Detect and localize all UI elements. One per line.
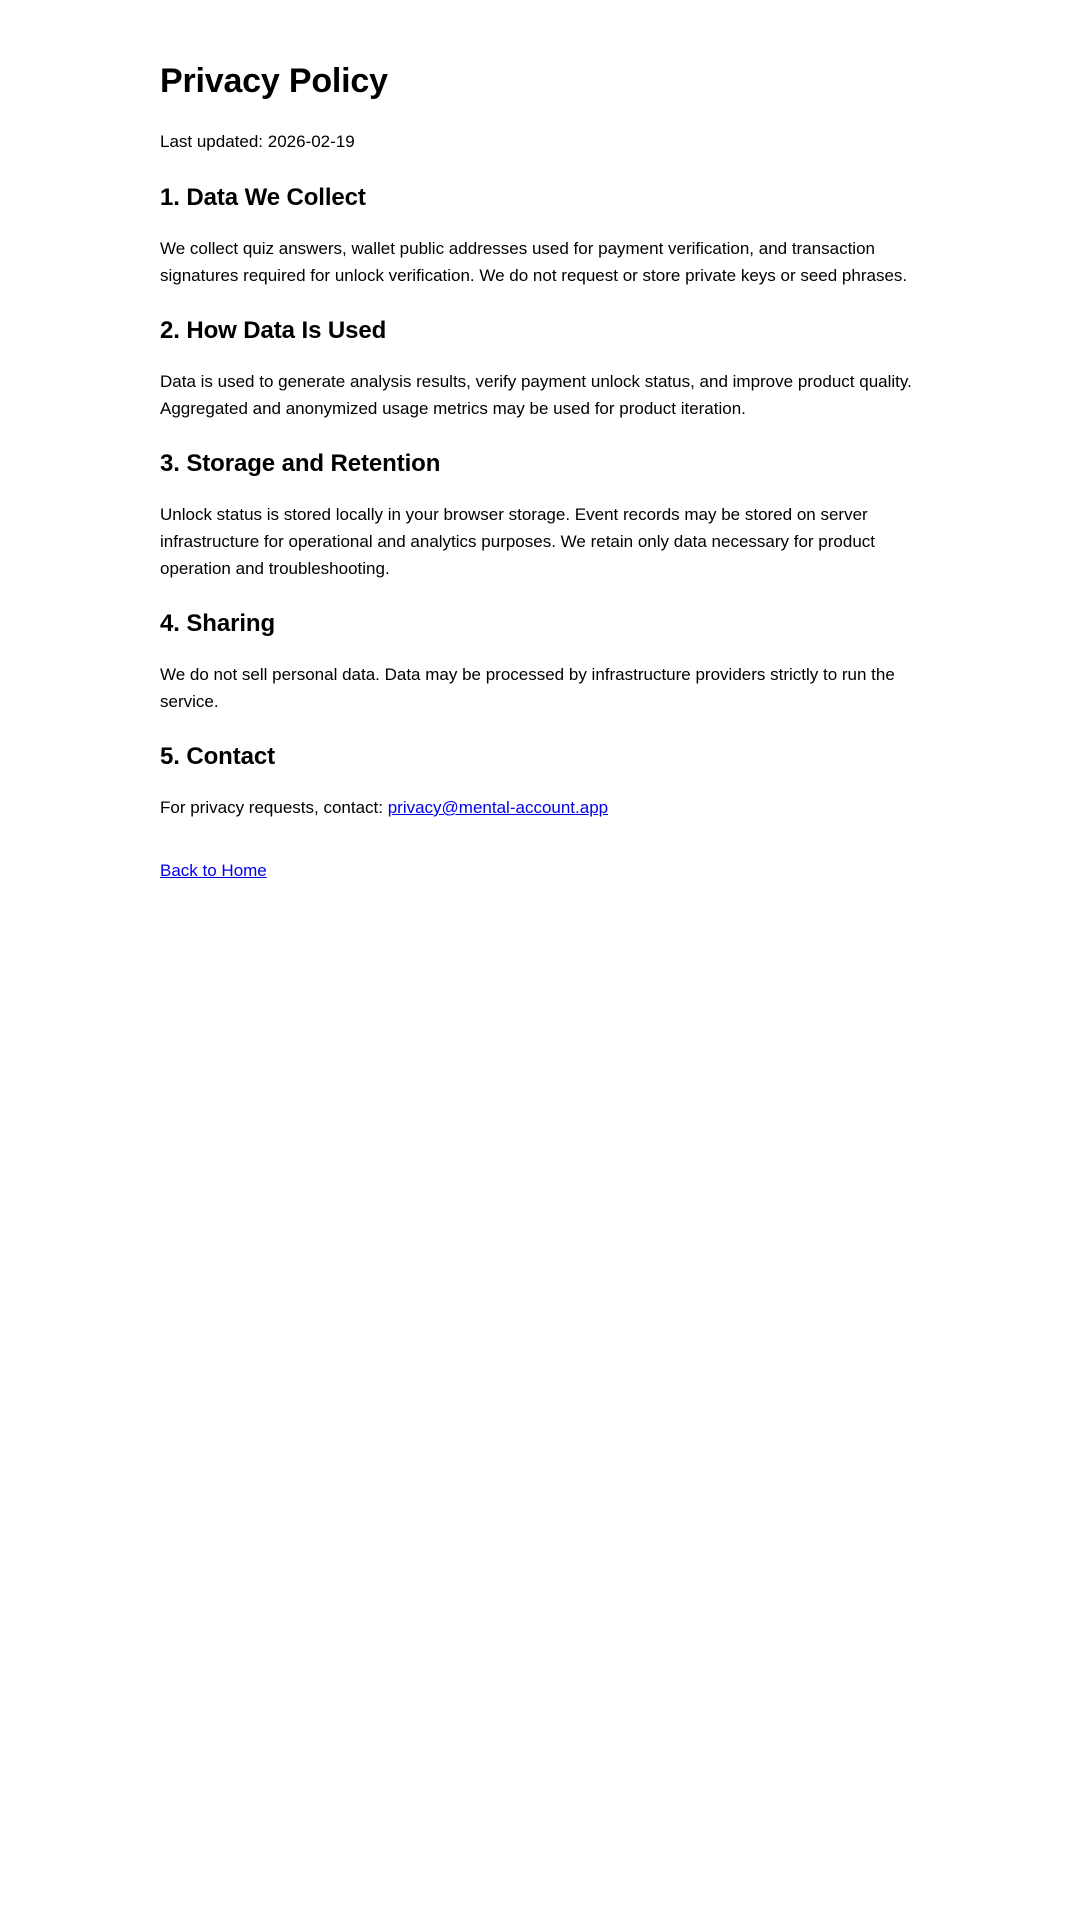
last-updated-date: Last updated: 2026-02-19: [160, 132, 355, 151]
section-body: Unlock status is stored locally in your browser storage. Event records may be stored on server infrastructure for operational and analytics purposes. We retain only data necessary for product operation and troubleshooting.: [160, 505, 876, 578]
section-storage-and-retention: [160, 447, 920, 582]
section-heading: 2. How Data Is Used: [160, 317, 387, 344]
policy-content: [160, 56, 920, 885]
section-heading: 1. Data We Collect: [160, 184, 366, 211]
contact-text: [160, 794, 920, 821]
back-to-home-link[interactable]: Back to Home: [160, 861, 267, 880]
page-title: Privacy Policy: [160, 62, 388, 100]
section-data-we-collect: [160, 181, 920, 289]
section-heading: 4. Sharing: [160, 610, 276, 637]
section-body: We collect quiz answers, wallet public addresses used for payment verification, and transaction signatures required for unlock verification. We do not request or store private keys or seed phrases.: [160, 239, 908, 285]
section-contact: [160, 740, 920, 821]
section-heading: 5. Contact: [160, 743, 276, 770]
section-body: Data is used to generate analysis results, verify payment unlock status, and improve product quality. Aggregated and anonymized usage metrics may be used for product iteration.: [160, 372, 912, 418]
privacy-email-link[interactable]: privacy@mental-account.app: [387, 798, 609, 817]
contact-prefix: For privacy requests, contact:: [160, 798, 388, 817]
section-how-data-is-used: [160, 314, 920, 422]
section-body: We do not sell personal data. Data may be processed by infrastructure providers strictly to run the service.: [160, 665, 895, 711]
section-heading: 3. Storage and Retention: [160, 450, 441, 477]
section-sharing: [160, 607, 920, 715]
